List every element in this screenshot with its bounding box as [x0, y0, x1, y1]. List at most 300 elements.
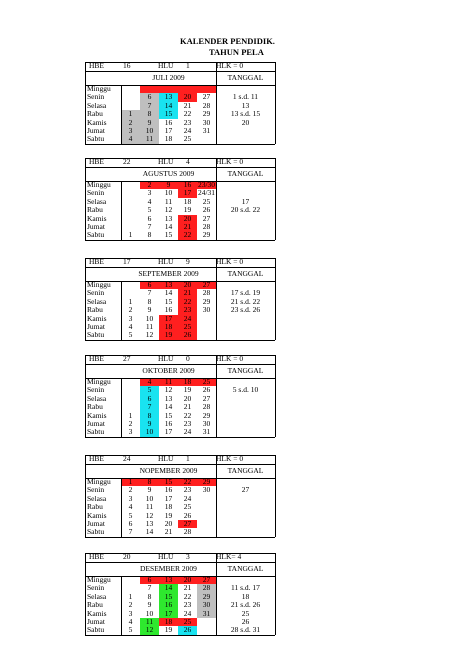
- grid-line: [85, 167, 275, 168]
- date-cell: 1: [121, 110, 140, 118]
- date-cell: [197, 618, 216, 626]
- date-cell: 5: [140, 386, 159, 394]
- month-title-row: [85, 267, 275, 281]
- grid-line: [275, 355, 276, 437]
- date-cell: 10: [145, 493, 154, 503]
- date-cell: 2: [128, 600, 133, 610]
- tanggal-note: [216, 428, 275, 436]
- tanggal-header: TANGGAL: [227, 73, 264, 82]
- date-cell: 8: [147, 591, 152, 601]
- date-cell: 11: [164, 196, 173, 206]
- hbe-value: 24: [123, 454, 131, 463]
- tanggal-note: 26: [241, 616, 250, 626]
- date-cell: [121, 215, 140, 223]
- date-cell: 18: [178, 378, 197, 386]
- hlk-value: HLK = 0: [216, 454, 244, 463]
- grid-line: [85, 635, 275, 636]
- grid-line: [121, 281, 122, 340]
- date-cell: [197, 503, 216, 511]
- date-cell: 10: [145, 313, 154, 323]
- day-name: Rabu: [87, 109, 103, 119]
- date-cell: 19: [164, 625, 173, 635]
- grid-line: [85, 340, 275, 341]
- day-name: Rabu: [87, 600, 103, 610]
- hbe-value: 22: [123, 157, 131, 166]
- day-name: Sabtu: [87, 625, 105, 635]
- tanggal-note: [216, 181, 275, 189]
- day-name: Senin: [87, 583, 105, 593]
- date-cell: 25: [178, 323, 197, 331]
- grid-line: [85, 537, 275, 538]
- grid-line: [121, 85, 122, 144]
- hlu-value: 3: [186, 552, 190, 561]
- date-cell: 2: [121, 119, 140, 127]
- date-cell: 28: [183, 527, 192, 537]
- day-name: Selasa: [87, 393, 107, 403]
- grid-line: [85, 455, 86, 537]
- hlu-label: HLU: [158, 354, 174, 363]
- date-cell: 2: [140, 181, 159, 189]
- grid-line: [121, 378, 122, 437]
- date-cell: 24: [183, 608, 192, 618]
- date-cell: 27: [202, 92, 211, 102]
- grid-line: [85, 562, 275, 563]
- hlk-value: HLK = 0: [216, 157, 244, 166]
- day-name: Minggu: [87, 180, 111, 189]
- date-cell: 22: [178, 231, 197, 239]
- grid-line: [275, 258, 276, 340]
- day-name: Sabtu: [87, 134, 105, 144]
- month-title: SEPTEMBER 2009: [138, 269, 199, 278]
- grid-line: [85, 464, 275, 465]
- date-cell: 13: [159, 93, 178, 101]
- hbe-value: 27: [123, 354, 131, 363]
- hbe-label: HBE: [89, 157, 104, 166]
- grid-line: [85, 437, 275, 438]
- date-cell: 4: [128, 502, 133, 512]
- grid-line: [85, 553, 275, 554]
- date-cell: 7: [147, 288, 152, 298]
- hbe-label: HBE: [89, 257, 104, 266]
- grid-line: [216, 258, 217, 340]
- day-name: Sabtu: [87, 330, 105, 340]
- tanggal-note: [216, 403, 275, 411]
- date-cell: 20: [178, 576, 197, 584]
- hbe-value: 16: [123, 61, 131, 70]
- day-name: Senin: [87, 92, 105, 102]
- date-cell: 16: [164, 485, 173, 495]
- hbe-value: 17: [123, 257, 131, 266]
- date-cell: 9: [147, 305, 152, 315]
- tanggal-note: 20 s.d. 22: [230, 205, 261, 215]
- month-title-row: [85, 71, 275, 85]
- grid-line: [85, 281, 275, 282]
- date-cell: 13: [159, 281, 178, 289]
- day-name: Kamis: [87, 608, 107, 618]
- date-cell: 23: [183, 485, 192, 495]
- date-cell: 26: [183, 510, 192, 520]
- grid-line: [275, 553, 276, 635]
- date-cell: [121, 281, 140, 289]
- date-cell: 10: [145, 608, 154, 618]
- date-cell: 22: [183, 410, 192, 420]
- grid-line: [275, 62, 276, 144]
- date-cell: 3: [128, 493, 133, 503]
- day-name: Kamis: [87, 510, 107, 520]
- month-calendar: [85, 62, 275, 144]
- date-cell: 24/31: [197, 188, 216, 198]
- tanggal-note: 21 s.d. 26: [230, 600, 261, 610]
- date-cell: 11: [145, 321, 154, 331]
- day-name: Senin: [87, 385, 105, 395]
- date-cell: 5: [128, 510, 133, 520]
- date-cell: 14: [164, 221, 173, 231]
- date-cell: 7: [128, 527, 133, 537]
- date-cell: [197, 512, 216, 520]
- grid-line: [85, 553, 86, 635]
- date-cell: 3: [128, 313, 133, 323]
- grid-line: [216, 62, 217, 144]
- date-cell: 7: [147, 221, 152, 231]
- hbe-label: HBE: [89, 61, 104, 70]
- day-row: [85, 386, 275, 394]
- hlu-value: 4: [186, 157, 190, 166]
- day-name: Sabtu: [87, 427, 105, 437]
- tanggal-note: [216, 331, 275, 339]
- month-summary-row: [85, 258, 275, 267]
- day-row: [85, 127, 275, 135]
- grid-line: [121, 181, 122, 240]
- date-cell: 4: [147, 196, 152, 206]
- hlu-value: 0: [186, 354, 190, 363]
- month-title: OKTOBER 2009: [142, 366, 195, 375]
- month-title-row: [85, 562, 275, 576]
- date-cell: 23: [178, 306, 197, 314]
- tanggal-note: [216, 512, 275, 520]
- day-name: Jumat: [87, 221, 105, 231]
- date-cell: [121, 181, 140, 189]
- grid-line: [85, 267, 275, 268]
- date-cell: 4: [128, 321, 133, 331]
- day-name: Selasa: [87, 296, 107, 306]
- date-cell: 8: [147, 296, 152, 306]
- date-cell: 24: [183, 427, 192, 437]
- day-name: Sabtu: [87, 230, 105, 240]
- date-cell: 20: [183, 393, 192, 403]
- day-name: Senin: [87, 288, 105, 298]
- date-cell: 7: [140, 403, 159, 411]
- date-cell: [197, 135, 216, 143]
- grid-line: [85, 71, 275, 72]
- day-name: Jumat: [87, 125, 105, 135]
- date-cell: 24: [183, 125, 192, 135]
- date-cell: 18: [164, 134, 173, 144]
- date-cell: 18: [159, 618, 178, 626]
- date-cell: 25: [183, 502, 192, 512]
- day-row: [85, 223, 275, 231]
- date-cell: [197, 528, 216, 536]
- date-cell: 11: [145, 502, 154, 512]
- date-cell: 28: [202, 100, 211, 110]
- date-cell: 8: [140, 478, 159, 486]
- grid-line: [85, 355, 86, 437]
- hlk-value: HLK = 0: [216, 354, 244, 363]
- date-cell: 3: [121, 127, 140, 135]
- date-cell: 14: [164, 288, 173, 298]
- grid-line: [216, 355, 217, 437]
- grid-line: [85, 62, 86, 144]
- date-cell: 9: [147, 485, 152, 495]
- date-cell: 16: [164, 117, 173, 127]
- day-row: [85, 206, 275, 214]
- date-cell: 20: [178, 281, 197, 289]
- day-name: Rabu: [87, 402, 103, 412]
- date-cell: 6: [140, 576, 159, 584]
- day-name: Selasa: [87, 493, 107, 503]
- day-name: Kamis: [87, 410, 107, 420]
- day-name: Sabtu: [87, 527, 105, 537]
- tanggal-header: TANGGAL: [227, 366, 264, 375]
- day-row: [85, 403, 275, 411]
- day-name: Senin: [87, 188, 105, 198]
- date-cell: [197, 331, 216, 339]
- date-cell: 21: [164, 527, 173, 537]
- month-title-row: [85, 364, 275, 378]
- month-summary-row: [85, 158, 275, 167]
- tanggal-note: [216, 420, 275, 428]
- hlu-value: 1: [186, 61, 190, 70]
- date-cell: [121, 206, 140, 214]
- date-cell: 1: [128, 230, 133, 240]
- date-cell: 21: [183, 402, 192, 412]
- day-name: Kamis: [87, 313, 107, 323]
- date-cell: 17: [178, 189, 197, 197]
- date-cell: 22: [178, 478, 197, 486]
- date-cell: 27: [202, 393, 211, 403]
- date-cell: 9: [147, 600, 152, 610]
- date-cell: 31: [202, 427, 211, 437]
- date-cell: 9: [159, 181, 178, 189]
- date-cell: [197, 323, 216, 331]
- date-cell: 13: [145, 518, 154, 528]
- date-cell: [121, 395, 140, 403]
- date-cell: 20: [178, 93, 197, 101]
- hlk-value: HLK = 0: [216, 61, 244, 70]
- date-cell: 21: [183, 100, 192, 110]
- tanggal-note: 28 s.d. 31: [230, 625, 261, 635]
- date-cell: 27: [197, 576, 216, 584]
- date-cell: 28: [197, 584, 216, 592]
- date-cell: 17: [159, 315, 178, 323]
- grid-line: [85, 158, 86, 240]
- grid-line: [216, 158, 217, 240]
- tanggal-note: 17: [241, 196, 250, 206]
- hlu-label: HLU: [158, 61, 174, 70]
- day-name: Senin: [87, 485, 105, 495]
- date-cell: 14: [145, 527, 154, 537]
- date-cell: 1: [128, 296, 133, 306]
- grid-line: [85, 364, 275, 365]
- date-cell: 11: [140, 618, 159, 626]
- date-cell: 11: [140, 135, 159, 143]
- month-calendar: [85, 455, 275, 537]
- date-cell: 9: [140, 119, 159, 127]
- grid-line: [85, 378, 275, 379]
- date-cell: 17: [164, 125, 173, 135]
- date-cell: 16: [164, 418, 173, 428]
- date-cell: 15: [164, 410, 173, 420]
- grid-line: [121, 478, 122, 537]
- hlu-label: HLU: [158, 454, 174, 463]
- month-title-row: [85, 464, 275, 478]
- date-cell: 21: [178, 289, 197, 297]
- tanggal-note: [216, 231, 275, 239]
- grid-line: [85, 158, 275, 159]
- date-cell: [197, 520, 216, 528]
- date-cell: 19: [183, 205, 192, 215]
- date-cell: 14: [164, 402, 173, 412]
- date-cell: [197, 315, 216, 323]
- date-cell: [121, 386, 140, 394]
- day-row: [85, 306, 275, 314]
- day-row: [85, 331, 275, 339]
- tanggal-note: 5 s.d. 10: [232, 385, 259, 395]
- month-summary-row: [85, 455, 275, 464]
- date-cell: 31: [202, 125, 211, 135]
- date-cell: 22: [183, 109, 192, 119]
- tanggal-note: [216, 135, 275, 143]
- grid-line: [121, 576, 122, 635]
- grid-line: [85, 144, 275, 145]
- day-name: Minggu: [87, 84, 111, 93]
- date-cell: 26: [178, 626, 197, 634]
- day-name: Selasa: [87, 196, 107, 206]
- date-cell: 8: [147, 230, 152, 240]
- date-cell: 17: [164, 427, 173, 437]
- tanggal-header: TANGGAL: [227, 466, 264, 475]
- date-cell: 31: [197, 610, 216, 618]
- hlu-value: 1: [186, 454, 190, 463]
- day-row: [85, 181, 275, 189]
- date-cell: 19: [159, 331, 178, 339]
- tanggal-note: [216, 395, 275, 403]
- date-cell: 15: [159, 110, 178, 118]
- grid-line: [275, 158, 276, 240]
- day-row: [85, 512, 275, 520]
- day-row: [85, 395, 275, 403]
- date-cell: 29: [197, 593, 216, 601]
- tanggal-note: 13: [241, 100, 250, 110]
- tanggal-note: 17 s.d. 19: [230, 288, 261, 298]
- date-cell: 29: [202, 410, 211, 420]
- hlu-label: HLU: [158, 157, 174, 166]
- tanggal-note: 20: [241, 117, 250, 127]
- tanggal-note: [216, 520, 275, 528]
- date-cell: 9: [140, 420, 159, 428]
- day-name: Rabu: [87, 205, 103, 215]
- date-cell: 5: [147, 205, 152, 215]
- date-cell: 14: [159, 102, 178, 110]
- day-row: [85, 503, 275, 511]
- hbe-value: 20: [123, 552, 131, 561]
- date-cell: [121, 93, 140, 101]
- date-cell: 30: [197, 601, 216, 609]
- date-cell: 15: [164, 296, 173, 306]
- tanggal-note: [216, 528, 275, 536]
- date-cell: 15: [164, 230, 173, 240]
- date-cell: 22: [178, 298, 197, 306]
- date-cell: 18: [164, 502, 173, 512]
- month-calendar: [85, 553, 275, 635]
- date-cell: 22: [183, 591, 192, 601]
- grid-line: [85, 62, 275, 63]
- month-summary-row: [85, 62, 275, 71]
- month-summary-row: [85, 355, 275, 364]
- date-cell: 6: [147, 213, 152, 223]
- date-cell: 14: [159, 584, 178, 592]
- date-cell: 12: [140, 626, 159, 634]
- date-cell: 15: [159, 593, 178, 601]
- month-calendar: [85, 355, 275, 437]
- date-cell: 28: [202, 288, 211, 298]
- date-cell: 1: [121, 478, 140, 486]
- date-cell: 29: [202, 230, 211, 240]
- tanggal-note: [216, 223, 275, 231]
- tanggal-note: [216, 127, 275, 135]
- date-cell: 30: [202, 117, 211, 127]
- grid-line: [85, 576, 275, 577]
- date-cell: 24: [183, 493, 192, 503]
- day-row: [85, 215, 275, 223]
- date-cell: 17: [159, 610, 178, 618]
- hlu-label: HLU: [158, 257, 174, 266]
- grid-line: [85, 85, 275, 86]
- hbe-label: HBE: [89, 354, 104, 363]
- date-cell: 28: [202, 402, 211, 412]
- date-cell: 28: [202, 221, 211, 231]
- date-cell: [121, 85, 140, 93]
- date-cell: 7: [140, 102, 159, 110]
- day-row: [85, 626, 275, 634]
- date-cell: 6: [140, 93, 159, 101]
- hbe-label: HBE: [89, 454, 104, 463]
- hlk-value: HLK= 4: [216, 552, 242, 561]
- date-cell: 29: [197, 478, 216, 486]
- grid-line: [85, 181, 275, 182]
- date-cell: 23/30: [197, 180, 216, 189]
- date-cell: 5: [128, 330, 133, 340]
- day-row: [85, 315, 275, 323]
- date-cell: 19: [183, 385, 192, 395]
- date-cell: [121, 576, 140, 584]
- date-cell: 21: [183, 583, 192, 593]
- grid-line: [216, 455, 217, 537]
- date-cell: [121, 378, 140, 386]
- tanggal-note: 11 s.d. 17: [231, 583, 260, 593]
- document-title-line2: TAHUN PELA: [209, 47, 264, 57]
- month-title: JULI 2009: [152, 73, 185, 82]
- date-cell: 23: [183, 600, 192, 610]
- day-name: Jumat: [87, 518, 105, 528]
- tanggal-note: 21 s.d. 22: [230, 296, 261, 306]
- day-row: [85, 119, 275, 127]
- month-calendar: [85, 158, 275, 240]
- tanggal-header: TANGGAL: [227, 564, 264, 573]
- date-cell: 3: [128, 608, 133, 618]
- date-cell: 13: [159, 576, 178, 584]
- document-title-line1: KALENDER PENDIDIK.: [180, 36, 275, 46]
- day-name: Jumat: [87, 321, 105, 331]
